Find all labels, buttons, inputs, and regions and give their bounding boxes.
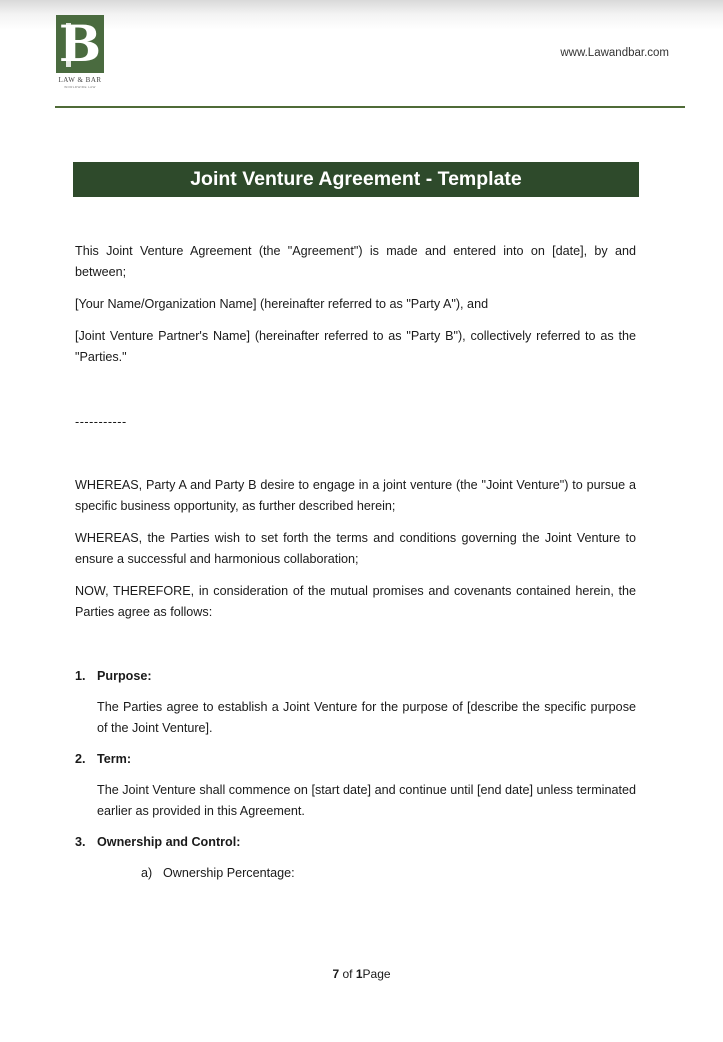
page-footer [0,967,723,981]
intro-paragraph-1: This Joint Venture Agreement (the "Agreement") is made and entered into on [date], by and between; [75,244,636,279]
page-word: Page [362,967,391,981]
section-heading [75,749,636,770]
logo-letter: B [58,15,102,73]
section-heading [75,832,636,853]
section-number: 2. [75,752,86,766]
document-title: Joint Venture Agreement - Template [73,162,639,197]
page-current: 7 [332,967,340,981]
section-term [75,749,636,822]
section-purpose [75,666,636,739]
subitem-ownership-percentage [141,863,636,884]
logo-tagline: WORLDWIDE LAW [64,85,96,89]
section-ownership-and-control [75,832,636,884]
section-title: Term: [97,752,132,766]
header-divider [55,106,685,108]
whereas-clause-2: WHEREAS, the Parties wish to set forth the terms and conditions governing the Joint Venture to ensure a successful and harmonious collaboration; [75,531,636,566]
page-of: of [342,967,353,981]
document-body [75,241,636,894]
section-title: Purpose: [97,669,152,683]
law-and-bar-logo [56,15,104,89]
section-title: Ownership and Control: [97,835,241,849]
section-text: The Parties agree to establish a Joint Venture for the purpose of [describe the specific purpose of the Joint Venture]. [97,700,636,735]
intro-paragraph-3: [Joint Venture Partner's Name] (hereinafter referred to as "Party B"), collectively referred to as the "Parties." [75,329,636,364]
logo-name: LAW & BAR [58,76,102,84]
website-url[interactable]: www.Lawandbar.com [560,47,669,59]
subitem-text: Ownership Percentage: [163,866,295,880]
section-heading [75,666,636,687]
logo-mark [56,15,104,73]
section-text: The Joint Venture shall commence on [start date] and continue until [end date] unless terminated earlier as provided in this Agreement. [97,783,636,818]
whereas-clause-1: WHEREAS, Party A and Party B desire to engage in a joint venture (the "Joint Venture") to pursue a specific business opportunity, as further described herein; [75,478,636,513]
now-therefore-clause: NOW, THEREFORE, in consideration of the mutual promises and covenants contained herein, the Parties agree as follows: [75,584,636,619]
subitem-label: a) [141,866,153,880]
intro-paragraph-2: [Your Name/Organization Name] (hereinafter referred to as "Party A"), and [75,297,489,311]
section-number: 1. [75,669,86,683]
separator-line: ----------- [75,415,127,429]
section-number: 3. [75,835,86,849]
page-total: 1 [355,967,363,981]
sections-list [75,666,636,884]
